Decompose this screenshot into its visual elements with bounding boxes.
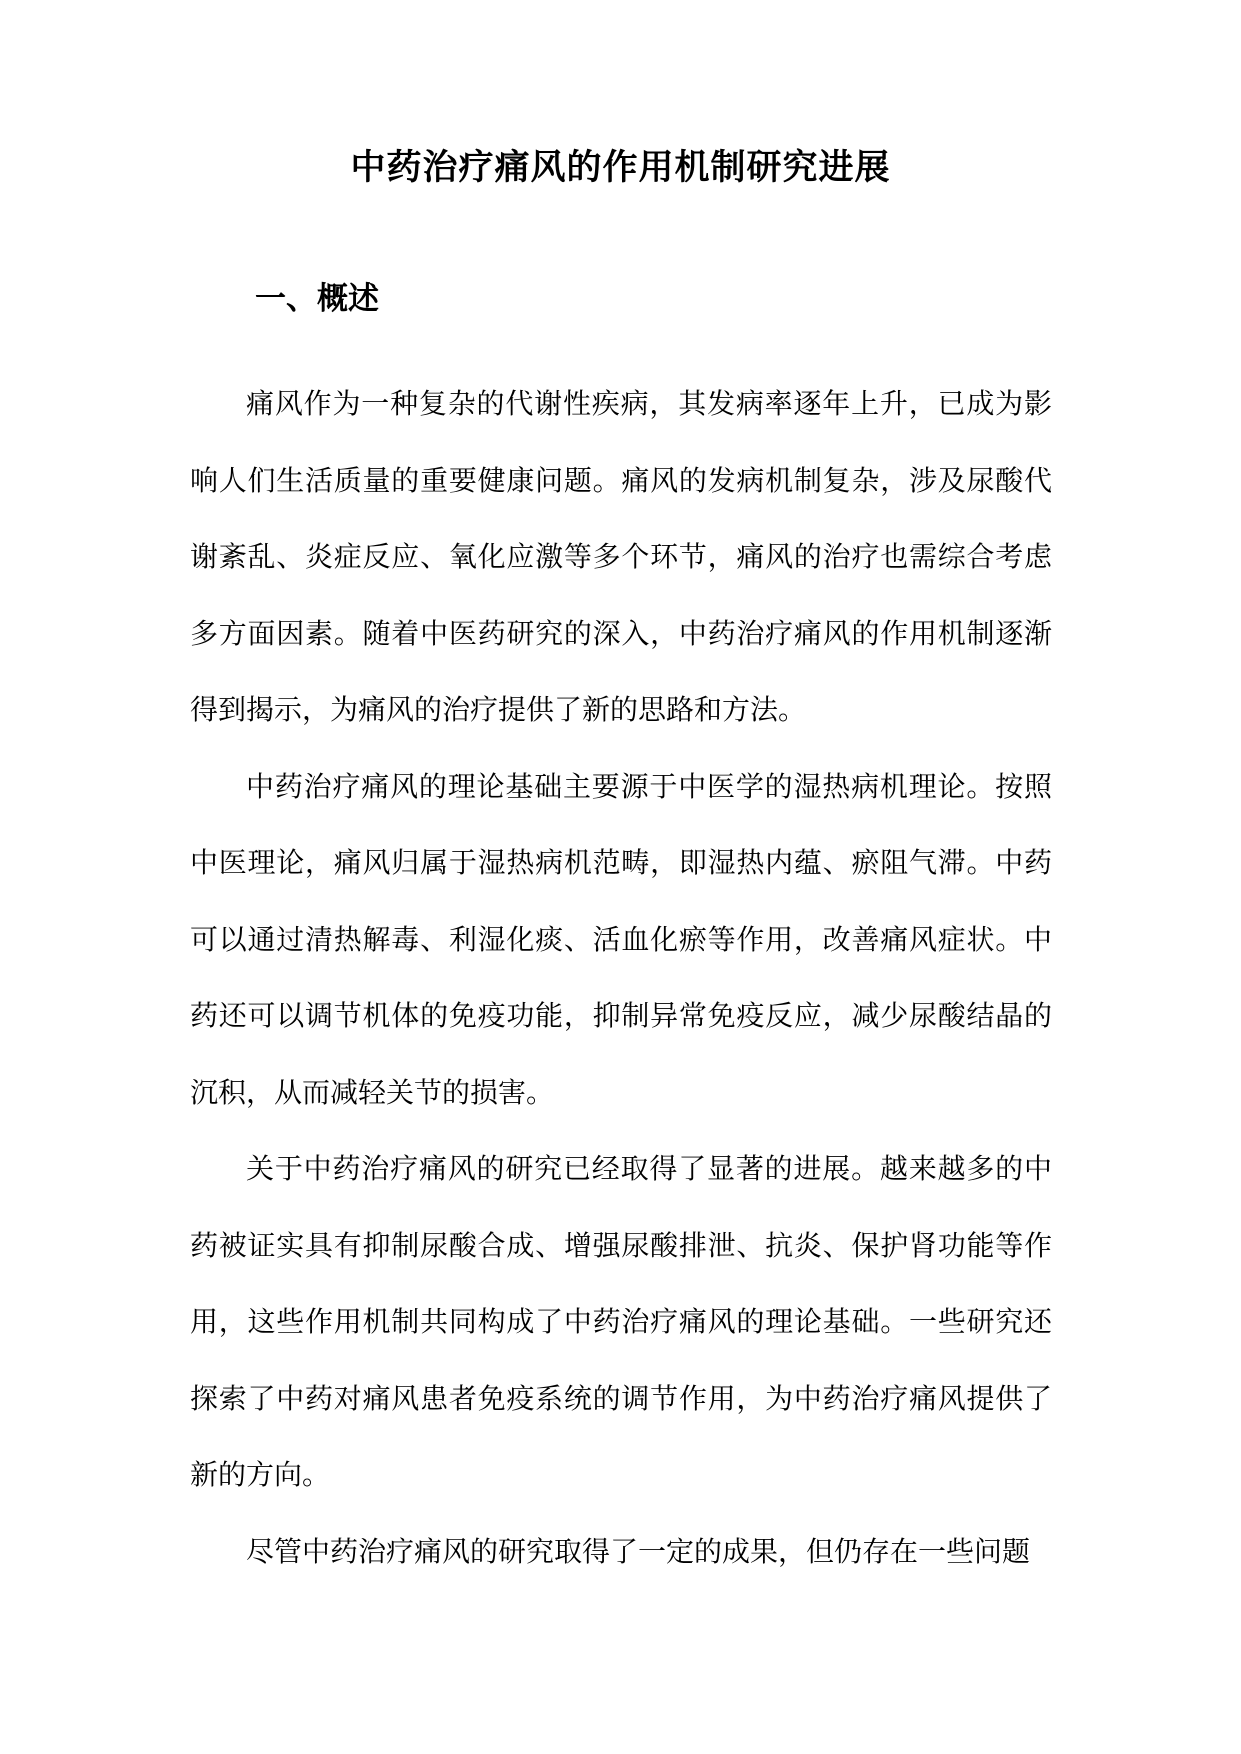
- document-body: [190, 366, 1052, 1590]
- document-title: 中药治疗痛风的作用机制研究进展: [350, 147, 891, 188]
- paragraph: 中药治疗痛风的理论基础主要源于中医学的湿热病机理论。按照中医理论，痛风归属于湿热病机范畴，即湿热内蕴、瘀阻气滞。中药可以通过清热解毒、利湿化痰、活血化瘀等作用，改善痛风症状。中药还可以调节机体的免疫功能，抑制异常免疫反应，减少尿酸结晶的沉积，从而减轻关节的损害。: [190, 769, 1052, 1109]
- paragraph: 尽管中药治疗痛风的研究取得了一定的成果，但仍存在一些问题: [246, 1534, 1031, 1568]
- paragraph: 关于中药治疗痛风的研究已经取得了显著的进展。越来越多的中药被证实具有抑制尿酸合成、增强尿酸排泄、抗炎、保护肾功能等作用，这些作用机制共同构成了中药治疗痛风的理论基础。一些研究还探索了中药对痛风患者免疫系统的调节作用，为中药治疗痛风提供了新的方向。: [190, 1152, 1052, 1491]
- section-heading: 一、概述: [255, 281, 379, 317]
- paragraph: 痛风作为一种复杂的代谢性疾病，其发病率逐年上升，已成为影响人们生活质量的重要健康问题。痛风的发病机制复杂，涉及尿酸代谢紊乱、炎症反应、氧化应激等多个环节，痛风的治疗也需综合考虑多方面因素。随着中医药研究的深入，中药治疗痛风的作用机制逐渐得到揭示，为痛风的治疗提供了新的思路和方法。: [190, 387, 1052, 726]
